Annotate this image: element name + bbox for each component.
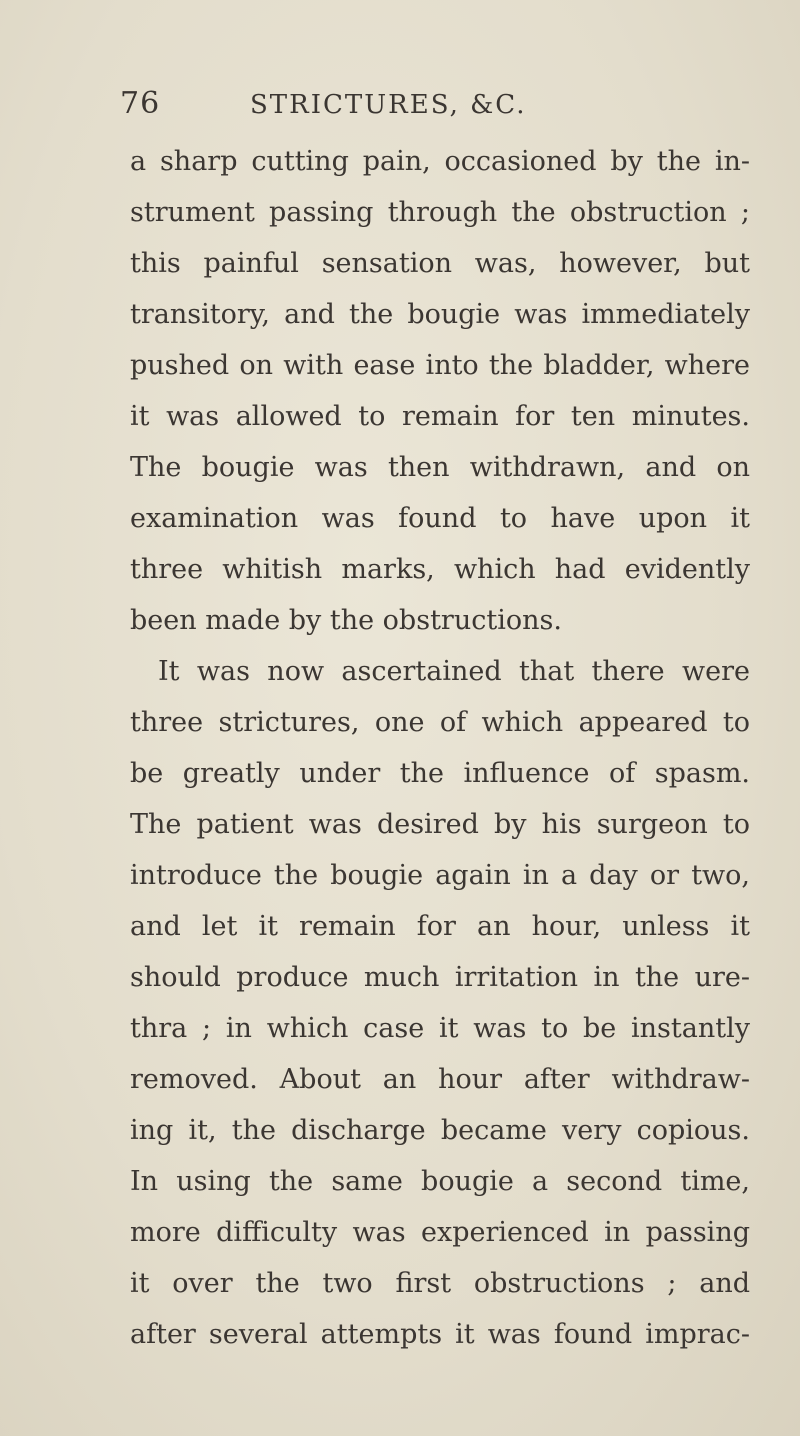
text-line: thra ; in which case it was to be instantly	[130, 1013, 750, 1044]
text-line: and let it remain for an hour, unless it	[130, 911, 750, 942]
text-line: three strictures, one of which appeared to	[130, 707, 750, 738]
text-line: it was allowed to remain for ten minutes.	[130, 401, 750, 432]
text-line: after several attempts it was found imprac-	[130, 1319, 750, 1350]
text-line: introduce the bougie again in a day or two,	[130, 860, 750, 891]
text-line: It was now ascertained that there were	[158, 656, 750, 687]
text-line: removed. About an hour after withdraw-	[130, 1064, 750, 1095]
text-line: three whitish marks, which had evidently	[130, 554, 750, 585]
text-line: should produce much irritation in the ure-	[130, 962, 750, 993]
text-line: The bougie was then withdrawn, and on	[130, 452, 750, 483]
page-header	[120, 86, 720, 126]
text-line: it over the two first obstructions ; and	[130, 1268, 750, 1299]
text-line: been made by the obstructions.	[130, 605, 562, 636]
page-number: 76	[120, 86, 161, 121]
text-line: transitory, and the bougie was immediately	[130, 299, 750, 330]
text-line: a sharp cutting pain, occasioned by the in-	[130, 146, 750, 177]
text-line: The patient was desired by his surgeon to	[130, 809, 750, 840]
text-line: examination was found to have upon it	[130, 503, 750, 534]
running-head: STRICTURES, &C.	[250, 90, 527, 120]
text-line: this painful sensation was, however, but	[130, 248, 750, 279]
text-line: In using the same bougie a second time,	[130, 1166, 750, 1197]
body-text	[130, 136, 750, 1360]
text-line: ing it, the discharge became very copious.	[130, 1115, 750, 1146]
text-line: strument passing through the obstruction ;	[130, 197, 750, 228]
text-line: pushed on with ease into the bladder, where	[130, 350, 750, 381]
text-line: be greatly under the influence of spasm.	[130, 758, 750, 789]
text-line: more difficulty was experienced in passing	[130, 1217, 750, 1248]
